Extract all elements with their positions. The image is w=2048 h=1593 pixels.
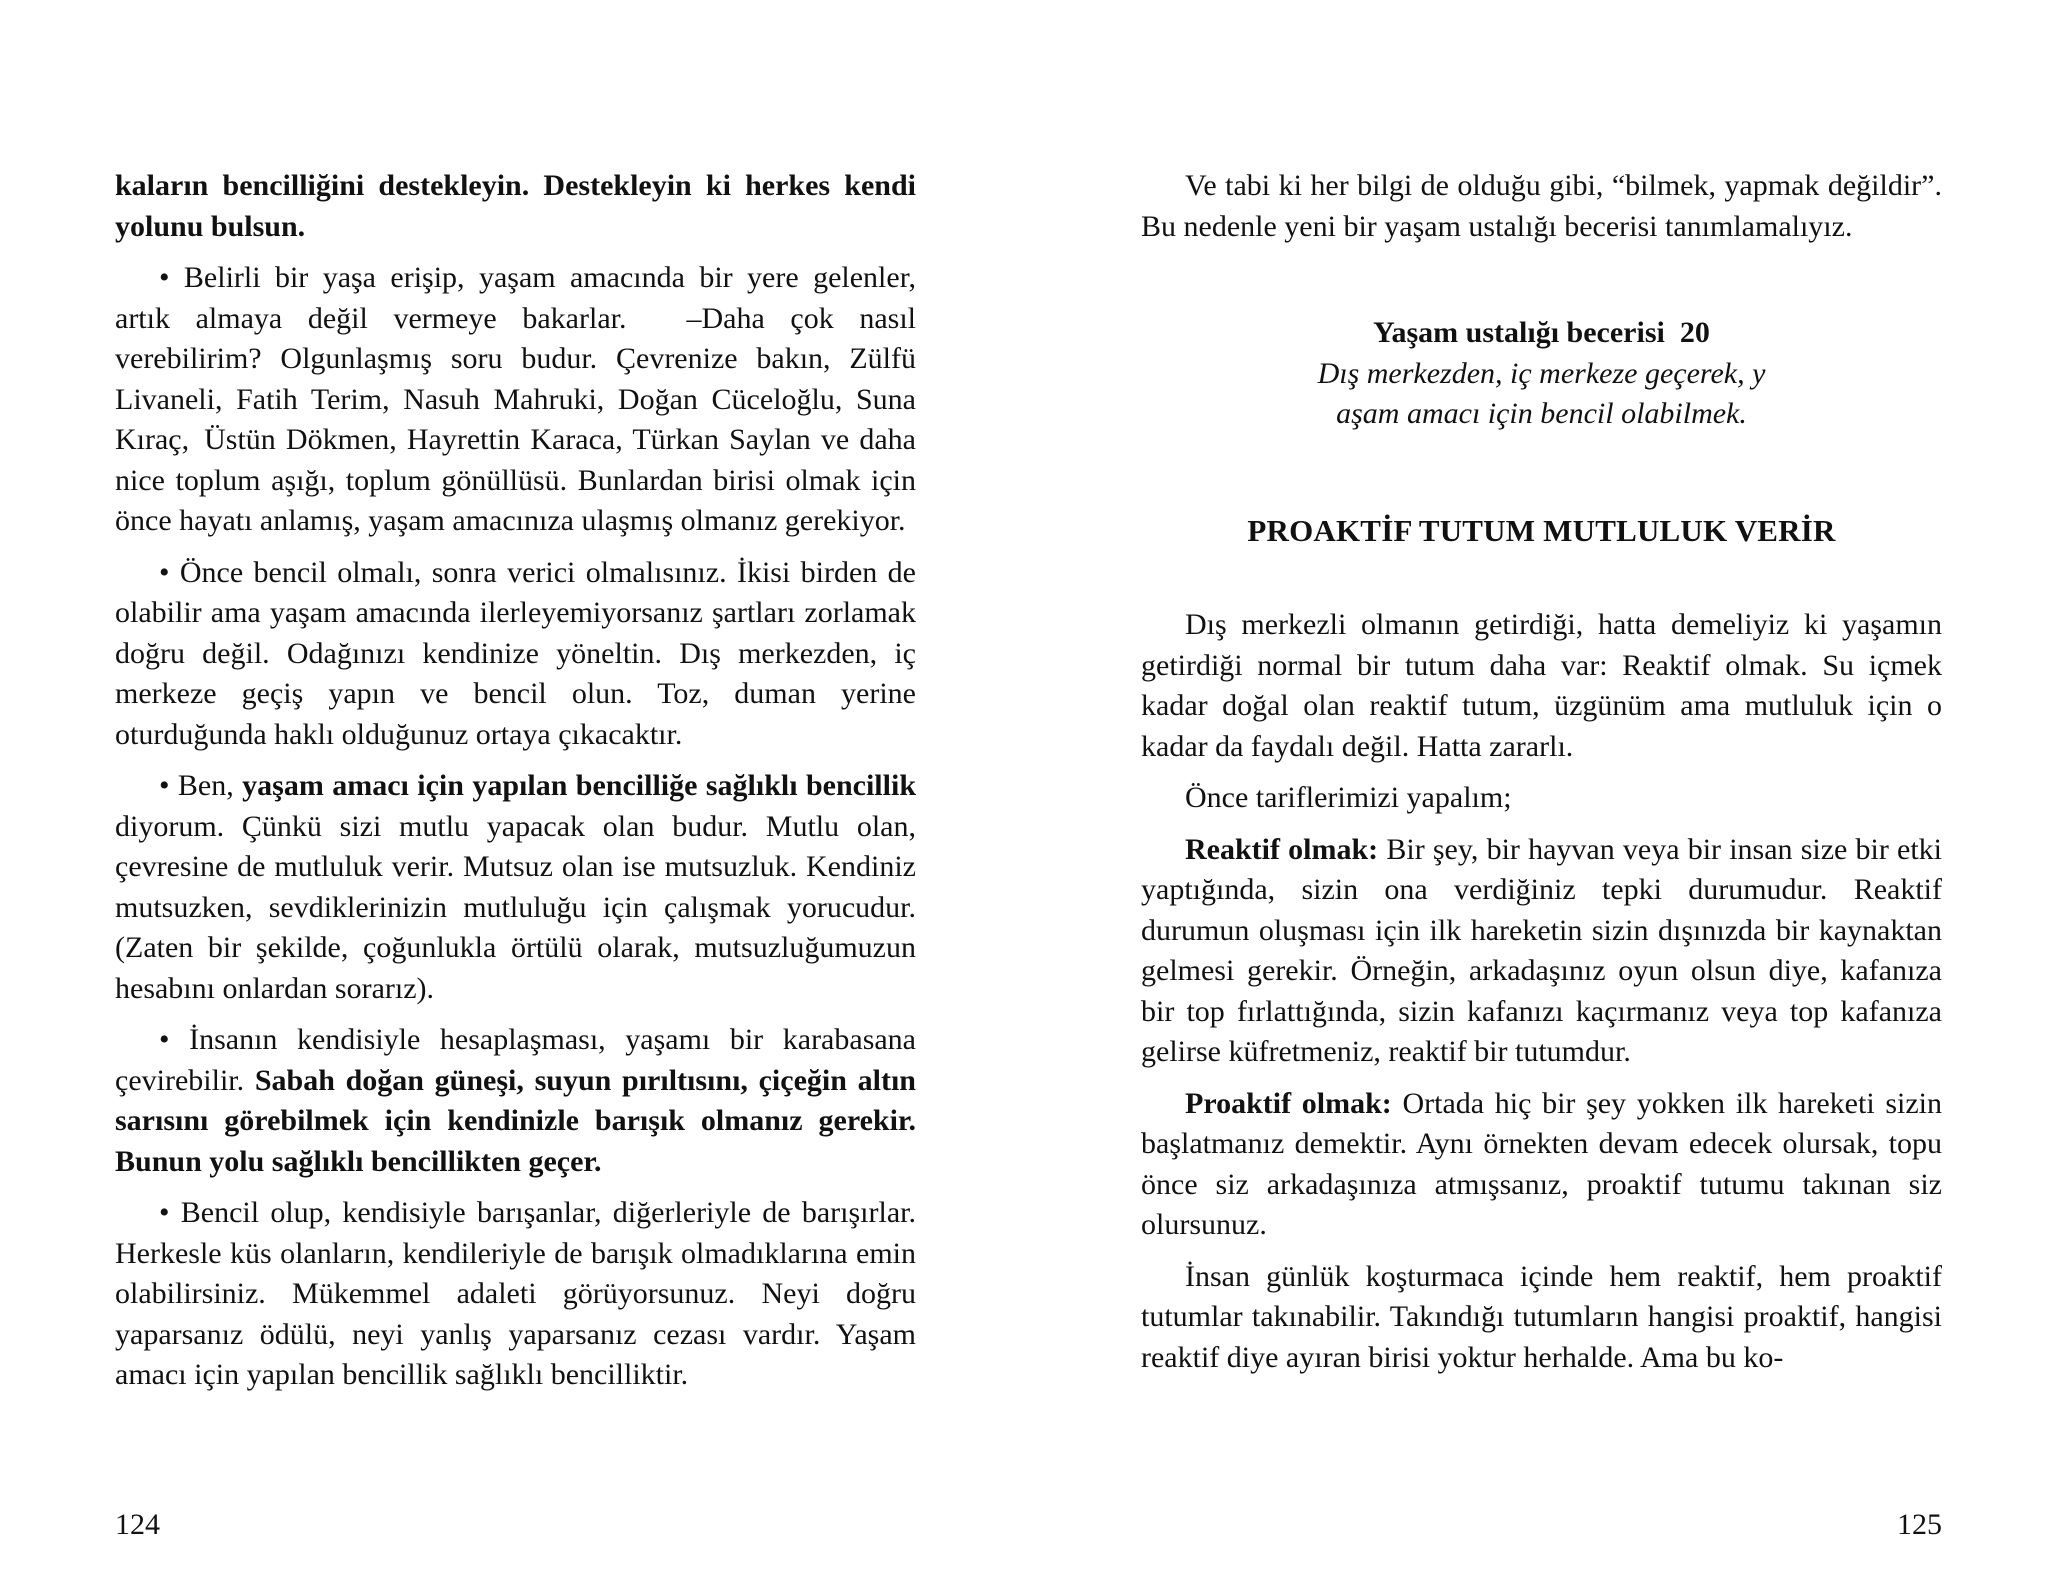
text-span: • İnsanın kendisiyle hesaplaşması, yaşamı bir karabasana çevirebilir.	[115, 1023, 916, 1097]
left-paragraph-3: • Önce bencil olmalı, sonra verici olmalısınız. İkisi birden de olabilir ama yaşam amacında ilerleyemiyorsanız şartları zorlamak doğru değil. Odağınızı kendinize yöneltin. Dış merkezden, iç merkeze geçiş yapın ve bencil olun. Toz, duman yerine oturduğunda haklı olduğunuz ortaya çıkacaktır.	[115, 555, 916, 751]
bold-continuation: kaların bencilliğini destekleyin. Destekleyin ki herkes kendi yolunu bulsun.	[115, 169, 916, 243]
term-proaktif: Proaktif olmak:	[1185, 1086, 1392, 1120]
page-number-left: 124	[115, 1508, 160, 1541]
text-span: diyorum. Çünkü sizi mutlu yapacak olan budur. Mutlu olan, çevresine de mutluluk verir. Mutsuz olan ise mutsuzluk. Kendiniz mutsuzken, sevdiklerinizin mutluluğu için çalışmak yorucudur. (Zaten bir şekilde, çoğunlukla örtülü olarak, mutsuzluğumuzun hesabını onlardan sorarız).	[115, 809, 916, 1005]
left-paragraph-4	[115, 766, 916, 1009]
right-paragraph-4	[1141, 830, 1942, 1073]
skill-text-line-1: Dış merkezden, iç merkeze geçerek, y	[1317, 356, 1766, 390]
skill-title: Yaşam ustalığı becerisi 20	[1373, 316, 1710, 349]
right-paragraph-1: Ve tabi ki her bilgi de olduğu gibi, “bilmek, yapmak değildir”. Bu nedenle yeni bir yaşam ustalığı becerisi tanımlamalıyız.	[1141, 169, 1942, 243]
right-paragraph-6: İnsan günlük koşturmaca içinde hem reaktif, hem proaktif tutumlar takınabilir. Takındığı tutumların hangisi proaktif, hangisi reaktif diye ayıran birisi yoktur herhalde. Ama bu ko-	[1141, 1259, 1942, 1374]
page-number-right: 125	[1897, 1508, 1942, 1541]
left-paragraph-6: • Bencil olup, kendisiyle barışanlar, diğerleriyle de barışırlar. Herkesle küs olanların, kendileriyle de barışık olmadıklarına emin olabilirsiniz. Mükemmel adaleti görüyorsunuz. Neyi doğru yaparsanız ödülü, neyi yanlış yaparsanız cezası vardır. Yaşam amacı için yapılan bencillik sağlıklı bencilliktir.	[115, 1196, 916, 1391]
term-reaktif: Reaktif olmak:	[1185, 832, 1379, 866]
text-span: Bir şey, bir hayvan veya bir insan size bir etki yaptığında, sizin ona verdiğiniz tepki durumudur. Reaktif durumun oluşması için ilk hareketin sizin dışınızda bir kaynaktan gelmesi gerekir. Örneğin, arkadaşınız oyun olsun diye, kafanıza bir top fırlattığında, sizin kafanızı kaçırmanız veya top kafanıza gelirse küfretmeniz, reaktif bir tutumdur.	[1141, 832, 1942, 1068]
section-heading: PROAKTİF TUTUM MUTLULUK VERİR	[1247, 512, 1836, 548]
text-span: Ortada hiç bir şey yokken ilk hareketi sizin başlatmanız demektir. Aynı örnekten devam edecek olursak, topu önce siz arkadaşınıza atmışsanız, proaktif tutumu takınan siz olursunuz.	[1141, 1086, 1942, 1241]
bold-span: yaşam amacı için yapılan bencilliğe sağlıklı bencillik	[242, 769, 916, 802]
right-text-column	[1141, 166, 1942, 1378]
skill-text-line-2: aşam amacı için bencil olabilmek.	[1336, 397, 1747, 430]
right-paragraph-5	[1141, 1084, 1942, 1246]
left-text-column	[115, 166, 916, 1396]
left-paragraph-2: • Belirli bir yaşa erişip, yaşam amacında bir yere gelenler, artık almaya değil vermeye bakarlar. –Daha çok nasıl verebilirim? Olgunlaşmış soru budur. Çevrenize bakın, Zülfü Livaneli, Fatih Terim, Nasuh Mahruki, Doğan Cüceloğlu, Suna Kıraç, Üstün Dökmen, Hayrettin Karaca, Türkan Saylan ve daha nice toplum aşığı, toplum gönüllüsü. Bunlardan birisi olmak için önce hayatı anlamış, yaşam amacınıza ulaşmış olmanız gerekiyor.	[115, 261, 916, 537]
text-span: • Ben,	[159, 769, 243, 802]
left-paragraph-5	[115, 1020, 916, 1182]
right-paragraph-2: Dış merkezli olmanın getirdiği, hatta demeliyiz ki yaşamın getirdiği normal bir tutum daha var: Reaktif olmak. Su içmek kadar doğal olan reaktif tutum, üzgünüm ama mutluluk için o kadar da faydalı değil. Hatta zararlı.	[1141, 608, 1942, 763]
right-page	[1024, 0, 2048, 1593]
right-paragraph-3: Önce tariflerimizi yapalım;	[1185, 781, 1512, 814]
left-paragraph-1	[115, 166, 916, 247]
bold-span: Sabah doğan güneşi, suyun pırıltısını, çiçeğin altın sarısını görebilmek için kendinizle barışık olmanız gerekir. Bunun yolu sağlıklı bencillikten geçer.	[115, 1063, 916, 1178]
